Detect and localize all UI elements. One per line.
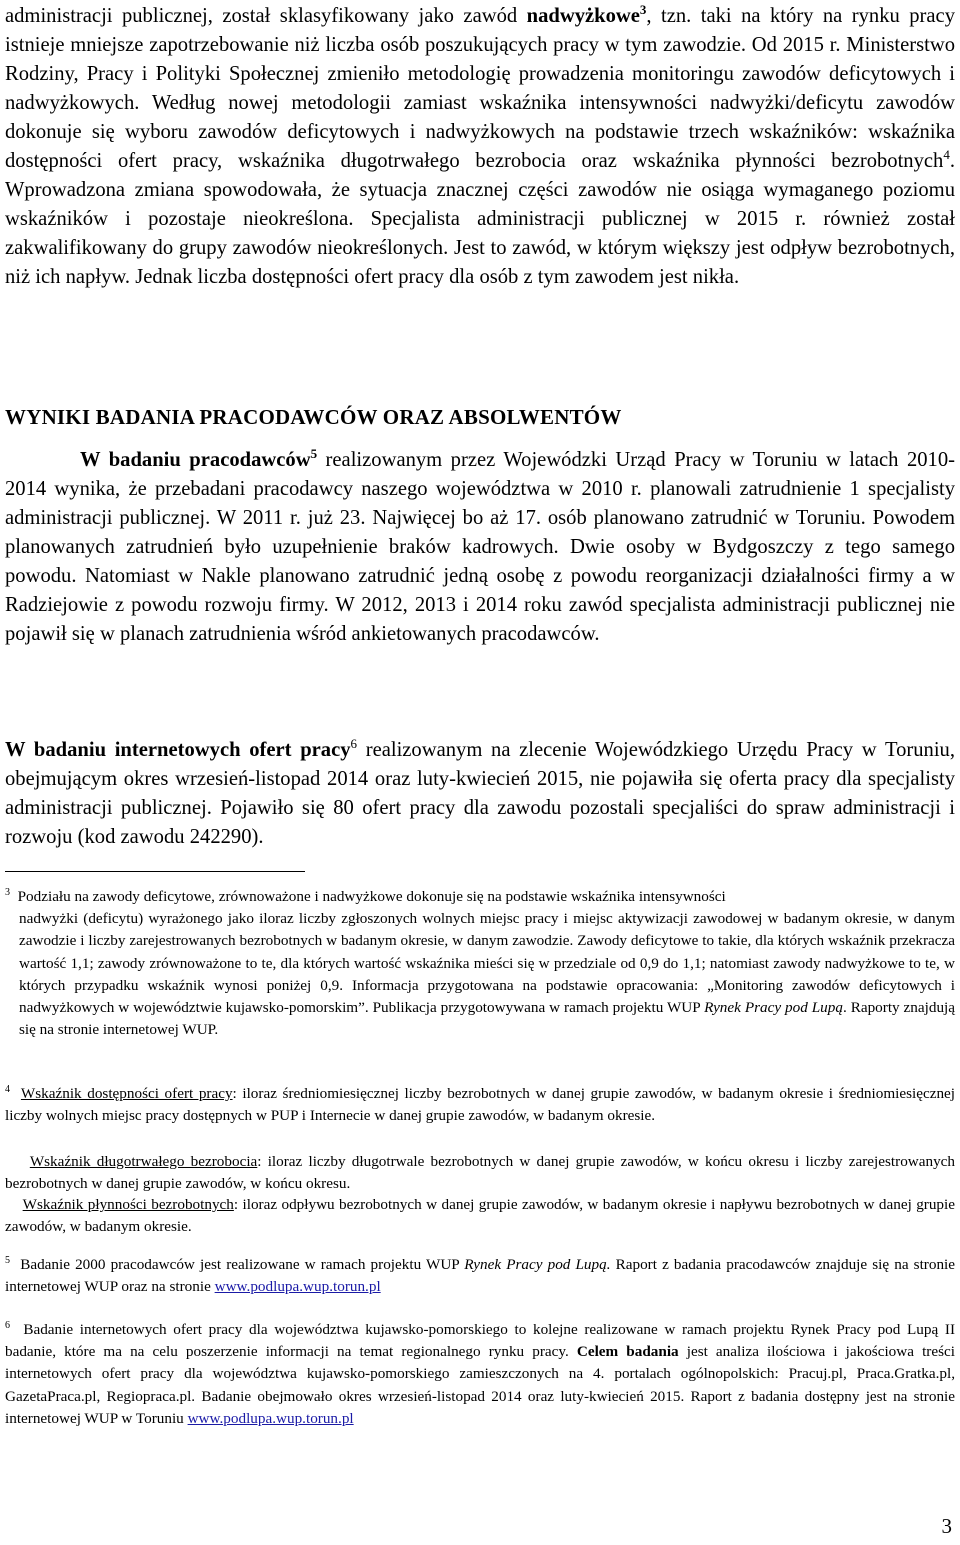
footnote-ref-5[interactable]: 5 [310,446,318,461]
footnote-5-project-name: Rynek Pracy pod Lupą. [464,1256,611,1273]
footnote-5-number: 5 [5,1255,10,1266]
footnote-4-term-longterm: Wskaźnik długotrwałego bezrobocia [29,1153,258,1170]
footnote-4-def-longterm: : iloraz liczby długotrwale bezrobotnych w danej grupie zawodów, w końcu okresu i liczby zarejestrowanych bezrobotnych w danej grupie zawodów, w końcu okresu. [5,1153,956,1193]
internet-offers-paragraph [5,736,955,852]
employers-paragraph [5,446,955,649]
footnote-4-third [5,1194,955,1238]
footnote-5-text-1: Badanie 2000 pracodawców jest realizowane w ramach projektu WUP [20,1256,465,1273]
intro-text-2: , tzn. taki na który na rynku pracy istnieje mniejsze zapotrzebowanie niż liczba osób poszukujących pracy w tym zawodzie. Od 2015 r. Ministerstwo Rodziny, Pracy i Polityki Społecznej zmieniło metodologię prowadzenia monitoringu zawodów deficytowych i nadwyżkowych. Według nowej metodologii zamiast wskaźnika intensywności nadwyżki/deficytu zawodów dokonuje się wyboru zawodów deficytowych i nadwyżkowych na podstawie trzech wskaźników: wskaźnika dostępności ofert pracy, wskaźnika długotrwałego bezrobocia oraz wskaźnika płynności bezrobotnych [5,5,955,172]
footnote-6 [5,1319,955,1430]
footnote-separator [5,871,305,872]
internet-text: realizowanym na zlecenie Wojewódzkiego Urzędu Pracy w Toruniu, obejmującym okres wrzesień-listopad 2014 oraz luty-kwiecień 2015, nie pojawiła się oferta pracy dla specjalisty administracji publicznej. Pojawiło się 80 ofert pracy dla zawodu pozostali specjaliści do spraw administracji i rozwoju (kod zawodu 242290). [5,739,955,848]
footnote-6-text-1: Badanie internetowych ofert pracy dla województwa kujawsko-pomorskiego to kolejne realizowane w ramach projektu Rynek Pracy pod Lupą II badanie, które ma na celu poszerzenie informacji na temat regionalnego rynku pracy. [5,1321,956,1361]
footnote-3-project-name: Rynek Pracy pod Lupą [704,999,843,1017]
footnote-3-end: . Raporty znajdują się na stronie internetowej WUP. [19,999,956,1039]
footnote-ref-4[interactable]: 4 [943,147,950,162]
footnote-6-text-2: jest analiza ilościowa i jakościowa treści internetowych ofert pracy dla województwa kujawsko-pomorskiego zamieszczonych na 4. portalach ogólnopolskich: Pracuj.pl, Praca.Gratka.pl, GazetaPraca.pl, Regiopraca.pl. Badanie obejmowało okres wrzesień-listopad 2014 oraz luty-kwiecień 2015. Raport z badania dostępny jest na stronie internetowej WUP w Toruniu [5,1343,955,1427]
footnote-3-number: 3 [5,887,10,898]
footnote-ref-6[interactable]: 6 [350,736,358,751]
intro-text-3: . Wprowadzona zmiana spowodowała, że sytuacja znacznej części zawodów nie osiąga wymaganego poziomu wskaźników i pozostaje nieokreślona. Specjalista administracji publicznej w 2015 r. również został zakwalifikowany do grupy zawodów nieokreślonych. Jest to zawód, w którym większy jest odpływ bezrobotnych, niż ich napływ. Jednak liczba dostępności ofert pracy dla osób z tym zawodem jest nikła. [5,150,955,288]
footnote-ref-3[interactable]: 3 [639,2,647,17]
footnote-3-first-line: Podziału na zawody deficytowe, zrównoważone i nadwyżkowe dokonuje się na podstawie wskaźnika intensywności [17,888,726,905]
intro-bold-term: nadwyżkowe [526,5,640,27]
footnote-6-bold: Celem badania [576,1343,679,1361]
employers-text: realizowanym przez Wojewódzki Urząd Pracy w Toruniu w latach 2010-2014 wynika, że przebadani pracodawcy naszego województwa w 2010 r. planowali zatrudnienie 1 specjalisty administracji publicznej. W 2011 r. już 23. Najwięcej bo aż 17. osób planowano zatrudnić w Toruniu. Powodem planowanych zatrudnień było uzupełnienie braków kadrowych. Dwie osoby w Bydgoszczy z tego samego powodu. Natomiast w Nakle planowano zatrudnić jedną osobę z powodu reorganizacji działalności firmy a w Radziejowie z powodu rozwoju firmy. W 2012, 2013 i 2014 roku zawód specjalista administracji publicznej nie pojawił się w planach zatrudnienia wśród ankietowanych pracodawców. [5,449,955,645]
footnote-4-def-fluidity: : iloraz odpływu bezrobotnych w danej grupie zawodów, w badanym okresie i napływu bezrobotnych w danej grupie zawodów, w badanym okresie. [5,1196,955,1236]
footnote-4-second [5,1151,955,1195]
employers-lead: W badaniu pracodawców [80,449,311,471]
footnote-4-term-offers: Wskaźnik dostępności ofert pracy [20,1085,233,1102]
footnote-4-term-fluidity: Wskaźnik płynności bezrobotnych [22,1196,234,1213]
footnote-4-number: 4 [5,1084,10,1095]
footnote-4-def-offers: : iloraz średniomiesięcznej liczby bezrobotnych w danej grupie zawodów, w badanym okresie i średniomiesięcznej liczby wolnych miejsc pracy dostępnych w PUP i Internecie w danej grupie zawodów, w badanym okresie. [5,1085,955,1125]
footnote-4 [5,1083,955,1127]
footnote-6-link[interactable]: www.podlupa.wup.torun.pl [187,1409,354,1427]
page-number: 3 [941,1514,952,1538]
section-heading: WYNIKI BADANIA PRACODAWCÓW ORAZ ABSOLWENTÓW [5,405,622,429]
footnote-3-text: nadwyżki (deficytu) wyrażonego jako iloraz liczby zgłoszonych wolnych miejsc pracy i miejsc aktywizacji zawodowej w badanym okresie, w danym zawodzie i liczby zarejestrowanych bezrobotnych w badanym okresie, w danym zawodzie. Zawody deficytowe to takie, dla których wskaźnik przekracza wartość 1,1; zawody zrównoważone to te, dla których wartość wskaźnika mieści się w przedziale od 0,9 do 1,1; natomiast zawody nadwyżkowe to te, w których przypadku wskaźnik wynosi poniżej 0,9. Informacja przygotowana na podstawie opracowania: „Monitoring zawodów deficytowych i nadwyżkowych w województwie kujawsko-pomorskim”. Publikacja przygotowywana w ramach projektu WUP [19,910,955,1017]
footnote-5-link[interactable]: www.podlupa.wup.torun.pl [214,1278,381,1296]
internet-lead: W badaniu internetowych ofert pracy [5,739,351,761]
footnote-5 [5,1254,955,1298]
footnote-3 [5,886,955,1041]
footnote-3-body [5,908,955,1041]
intro-paragraph [5,2,955,292]
footnote-6-number: 6 [5,1320,10,1331]
intro-text-1: administracji publicznej, został sklasyfikowany jako zawód [5,5,527,27]
footnote-5-text-2: Raport z badania pracodawców znajduje się na stronie internetowej WUP oraz na stronie [5,1256,956,1296]
